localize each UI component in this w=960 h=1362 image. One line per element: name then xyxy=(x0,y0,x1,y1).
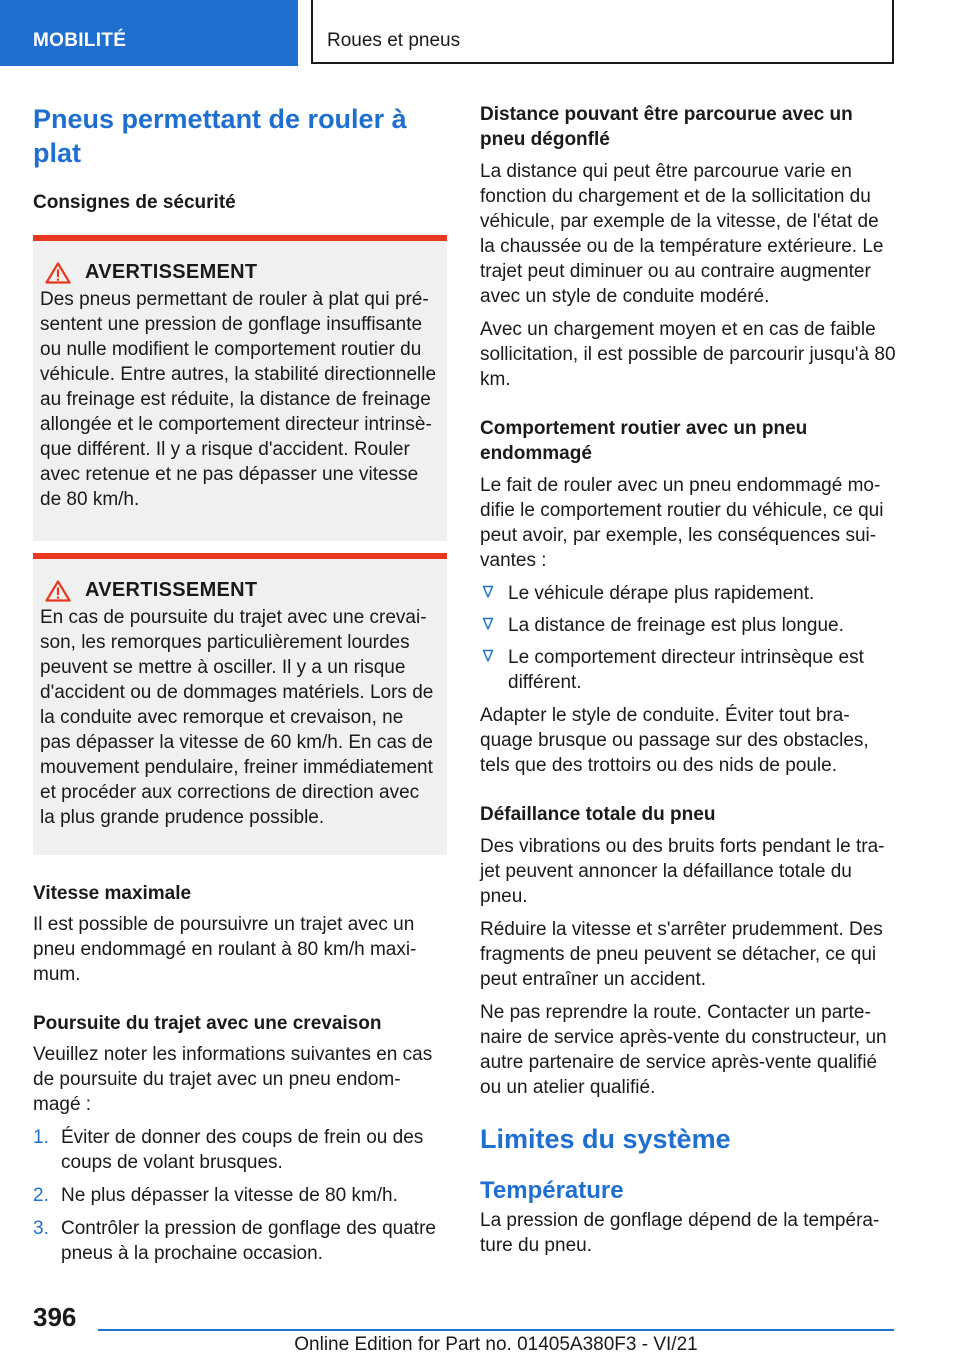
failure-paragraph: Des vibrations ou des bruits forts pendant le tra-jet peuvent annoncer la défaillance totale du pneu. xyxy=(480,836,885,907)
max-speed-text: Il est possible de poursuivre un trajet avec un pneu endommagé en roulant à 80 km/h maxi-mum. xyxy=(33,914,417,985)
limits-title: Limites du système xyxy=(480,1124,731,1154)
warning-triangle-icon xyxy=(45,262,71,284)
footer-edition: Online Edition for Part no. 01405A380F3 - VI/21 xyxy=(294,1334,698,1355)
distance-heading: Distance pouvant être parcourue avec un pneu dégonflé xyxy=(480,104,853,150)
list-item xyxy=(33,1216,447,1266)
continue-text: Veuillez noter les informations suivantes en cas de poursuite du trajet avec un pneu endom-magé : xyxy=(33,1044,433,1115)
section-title: Pneus permettant de rouler à plat xyxy=(33,104,407,168)
footer-divider xyxy=(98,1329,894,1331)
bullet-text: La distance de freinage est plus longue. xyxy=(508,615,844,636)
warning-header xyxy=(40,579,439,602)
steps-list xyxy=(33,1125,447,1266)
warning-title: AVERTISSEMENT xyxy=(85,579,258,601)
list-item xyxy=(480,645,898,695)
consequences-list xyxy=(480,581,898,695)
left-column xyxy=(33,102,447,1266)
warning-text: Des pneus permettant de rouler à plat qui pré-sentent une pression de gonflage insuffisante ou nulle modifient le comportement routier du véhicule. Entre autres, la stabilité directionnelle au freinage est réduite, la distance de freinage allongée et le comportement directeur intrinsè-que différent. Il y a risque d'accident. Rouler avec retenue et ne pas dépasser une vitesse de 80 km/h. xyxy=(40,289,437,510)
step-number: 1. xyxy=(33,1127,49,1148)
triangle-bullet-icon xyxy=(482,585,494,599)
section-tab: MOBILITÉ xyxy=(0,0,298,66)
behavior-after-text: Adapter le style de conduite. Éviter tout bra-quage brusque ou passage sur des obstacles, tels que des trottoirs ou des nids de poule. xyxy=(480,705,869,776)
safety-heading: Consignes de sécurité xyxy=(33,192,236,213)
list-item xyxy=(33,1125,447,1175)
triangle-bullet-icon xyxy=(482,649,494,663)
failure-paragraph: Ne pas reprendre la route. Contacter un parte-naire de service après-vente du constructeur, un autre partenaire de service après-vente qualifié ou un atelier qualifié. xyxy=(480,1002,887,1098)
bullet-text: Le comportement directeur intrinsèque est différent. xyxy=(508,647,864,693)
continue-heading: Poursuite du trajet avec une crevaison xyxy=(33,1013,382,1034)
warning-title: AVERTISSEMENT xyxy=(85,261,258,283)
triangle-bullet-icon xyxy=(482,617,494,631)
warning-box-2 xyxy=(33,553,447,855)
warning-header xyxy=(40,261,439,284)
behavior-heading: Comportement routier avec un pneu endommagé xyxy=(480,418,808,464)
step-number: 2. xyxy=(33,1185,49,1206)
page-number: 396 xyxy=(33,1302,77,1332)
distance-paragraph: La distance qui peut être parcourue varie en fonction du chargement et de la sollicitation du véhicule, par exemple de la vitesse, de l'état de la chaussée ou de la température extérieure. Le trajet peut diminuer ou au contraire augmenter avec un style de conduite modéré. xyxy=(480,161,884,307)
distance-paragraph: Avec un chargement moyen et en cas de faible sollicitation, il est possible de parcourir jusqu'à 80 km. xyxy=(480,319,896,390)
temperature-title: Température xyxy=(480,1177,624,1204)
list-item xyxy=(33,1183,447,1208)
failure-paragraph: Réduire la vitesse et s'arrêter prudemment. Des fragments de pneu peuvent se détacher, ce qui peut entraîner un accident. xyxy=(480,919,883,990)
chapter-title: Roues et pneus xyxy=(311,0,894,64)
page-header xyxy=(0,0,960,66)
bullet-text: Le véhicule dérape plus rapidement. xyxy=(508,583,815,604)
warning-text: En cas de poursuite du trajet avec une crevai-son, les remorques particulièrement lourdes peuvent se mettre à osciller. Il y a un risque d'accident ou de dommages matériels. Lors de la conduite avec remorque et crevaison, ne pas dépasser la vitesse de 60 km/h. En cas de mouvement pendulaire, freiner immédiatement et procéder aux corrections de direction avec la plus grande prudence possible. xyxy=(40,607,434,828)
warning-box-1 xyxy=(33,235,447,541)
right-column xyxy=(480,102,898,1258)
temperature-text: La pression de gonflage dépend de la tempéra-ture du pneu. xyxy=(480,1210,880,1256)
failure-heading: Défaillance totale du pneu xyxy=(480,804,716,825)
list-item xyxy=(480,581,898,606)
step-text: Ne plus dépasser la vitesse de 80 km/h. xyxy=(61,1185,398,1206)
step-text: Contrôler la pression de gonflage des quatre pneus à la prochaine occasion. xyxy=(61,1218,436,1264)
step-number: 3. xyxy=(33,1218,49,1239)
warning-triangle-icon xyxy=(45,580,71,602)
list-item xyxy=(480,613,898,638)
behavior-text: Le fait de rouler avec un pneu endommagé mo-difie le comportement routier du véhicule, ce qui peut avoir, par exemple, les conséquences sui-vantes : xyxy=(480,475,884,571)
step-text: Éviter de donner des coups de frein ou des coups de volant brusques. xyxy=(61,1127,424,1173)
max-speed-heading: Vitesse maximale xyxy=(33,883,192,904)
